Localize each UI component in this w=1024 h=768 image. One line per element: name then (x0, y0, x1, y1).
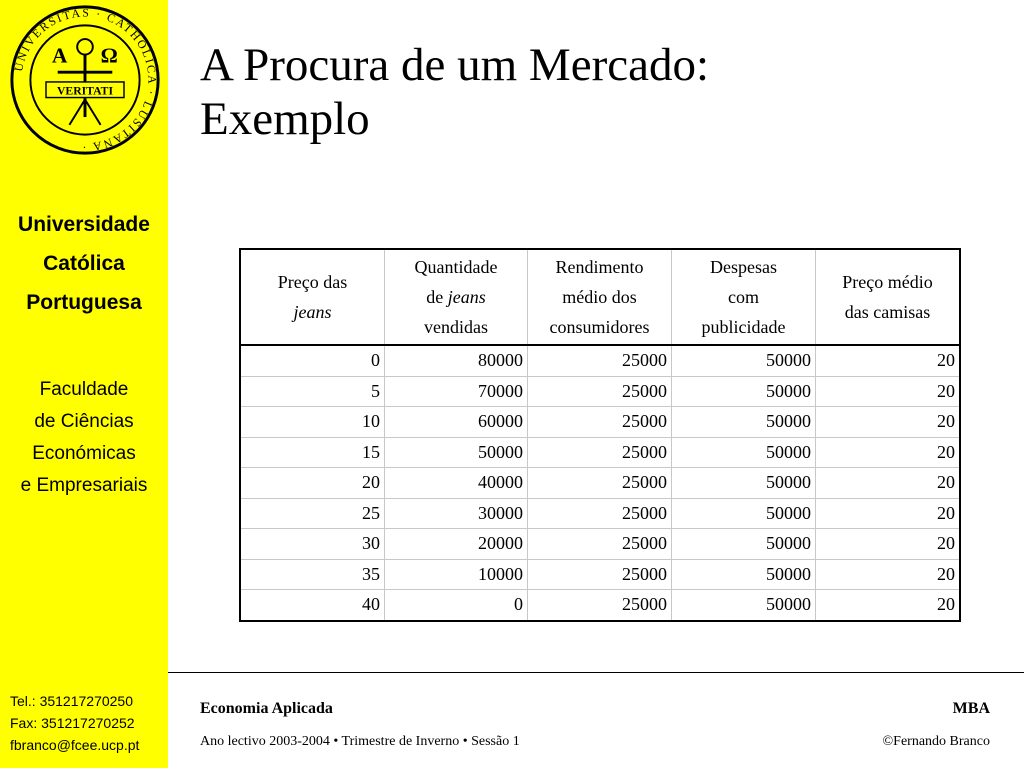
cell-quantity: 0 (385, 590, 528, 621)
cell-advertising: 50000 (672, 345, 816, 376)
svg-text:VERITATI: VERITATI (56, 84, 114, 98)
footer-program: MBA (952, 700, 990, 717)
cell-shirt-price: 20 (816, 559, 961, 590)
cell-price: 15 (240, 437, 385, 468)
cell-quantity: 50000 (385, 437, 528, 468)
cell-price: 10 (240, 407, 385, 438)
cell-income: 25000 (528, 345, 672, 376)
cell-income: 25000 (528, 498, 672, 529)
contact-info (10, 690, 139, 756)
demand-table (239, 248, 961, 622)
svg-text:Ω: Ω (100, 43, 118, 68)
university-line-2: Católica (43, 252, 125, 275)
header-income-line-3: consumidores (549, 317, 650, 337)
faculty-line-3: Económicas (32, 443, 136, 464)
cell-quantity: 60000 (385, 407, 528, 438)
cell-shirt-price: 20 (816, 376, 961, 407)
header-income-line-2: médio dos (562, 287, 637, 307)
header-quantity-line-2-italic: jeans (447, 287, 486, 307)
cell-price: 40 (240, 590, 385, 621)
table-row (240, 345, 960, 376)
cell-advertising: 50000 (672, 376, 816, 407)
table-row (240, 437, 960, 468)
header-price-line-2: jeans (293, 302, 332, 322)
table-header-row (240, 249, 960, 345)
header-quantity (385, 249, 528, 345)
university-name (0, 205, 168, 322)
cell-advertising: 50000 (672, 407, 816, 438)
footer-copyright: ©Fernando Branco (882, 734, 990, 749)
cell-shirt-price: 20 (816, 468, 961, 499)
table-row (240, 468, 960, 499)
cell-price: 0 (240, 345, 385, 376)
cell-quantity: 30000 (385, 498, 528, 529)
cell-advertising: 50000 (672, 468, 816, 499)
cell-income: 25000 (528, 407, 672, 438)
header-quantity-line-3: vendidas (424, 317, 488, 337)
svg-text:UNIVERSITAS · CATHOLICA · LUSI: UNIVERSITAS · CATHOLICA · LUSITANA · (12, 6, 159, 154)
cell-income: 25000 (528, 559, 672, 590)
footer-course: Economia Aplicada (200, 700, 333, 717)
slide-title (200, 38, 709, 146)
faculty-line-4: e Empresariais (20, 475, 148, 496)
header-price (240, 249, 385, 345)
cell-shirt-price: 20 (816, 529, 961, 560)
cell-shirt-price: 20 (816, 407, 961, 438)
header-quantity-line-2-prefix: de (426, 287, 448, 307)
table-row (240, 590, 960, 621)
header-shirt-price (816, 249, 961, 345)
sidebar (0, 0, 168, 768)
cell-quantity: 40000 (385, 468, 528, 499)
cell-shirt-price: 20 (816, 345, 961, 376)
cell-advertising: 50000 (672, 559, 816, 590)
cell-advertising: 50000 (672, 529, 816, 560)
cell-price: 5 (240, 376, 385, 407)
footer-divider (168, 672, 1024, 673)
cell-income: 25000 (528, 590, 672, 621)
table-row (240, 407, 960, 438)
contact-tel: Tel.: 351217270250 (10, 693, 133, 709)
cell-income: 25000 (528, 529, 672, 560)
header-advertising-line-1: Despesas (710, 257, 777, 277)
cell-quantity: 10000 (385, 559, 528, 590)
cell-income: 25000 (528, 437, 672, 468)
cell-quantity: 70000 (385, 376, 528, 407)
cell-advertising: 50000 (672, 498, 816, 529)
header-shirt-price-line-1: Preço médio (842, 272, 933, 292)
header-advertising (672, 249, 816, 345)
cell-advertising: 50000 (672, 437, 816, 468)
svg-text:A: A (51, 43, 68, 68)
cell-price: 30 (240, 529, 385, 560)
header-price-line-1: Preço das (277, 272, 348, 292)
header-income-line-1: Rendimento (555, 257, 644, 277)
cell-income: 25000 (528, 468, 672, 499)
faculty-line-2: de Ciências (34, 411, 134, 432)
cell-quantity: 80000 (385, 345, 528, 376)
header-advertising-line-2: com (728, 287, 759, 307)
slide-title-line-1: A Procura de um Mercado: (200, 39, 710, 91)
table-row (240, 376, 960, 407)
university-seal-logo (6, 2, 164, 158)
header-advertising-line-3: publicidade (701, 317, 786, 337)
cell-income: 25000 (528, 376, 672, 407)
cell-price: 20 (240, 468, 385, 499)
faculty-name (0, 374, 168, 502)
cell-shirt-price: 20 (816, 498, 961, 529)
header-income (528, 249, 672, 345)
cell-shirt-price: 20 (816, 437, 961, 468)
contact-email: fbranco@fcee.ucp.pt (10, 737, 140, 753)
table-row (240, 529, 960, 560)
table-row (240, 498, 960, 529)
contact-fax: Fax: 351217270252 (10, 715, 135, 731)
cell-price: 35 (240, 559, 385, 590)
cell-price: 25 (240, 498, 385, 529)
slide-title-line-2: Exemplo (200, 93, 370, 145)
footer-session: Ano lectivo 2003-2004 • Trimestre de Inverno • Sessão 1 (200, 734, 520, 749)
faculty-line-1: Faculdade (39, 379, 129, 400)
header-quantity-line-1: Quantidade (414, 257, 498, 277)
cell-advertising: 50000 (672, 590, 816, 621)
header-shirt-price-line-2: das camisas (844, 302, 931, 322)
university-line-3: Portuguesa (26, 291, 142, 314)
cell-shirt-price: 20 (816, 590, 961, 621)
university-line-1: Universidade (18, 213, 150, 236)
table-row (240, 559, 960, 590)
cell-quantity: 20000 (385, 529, 528, 560)
